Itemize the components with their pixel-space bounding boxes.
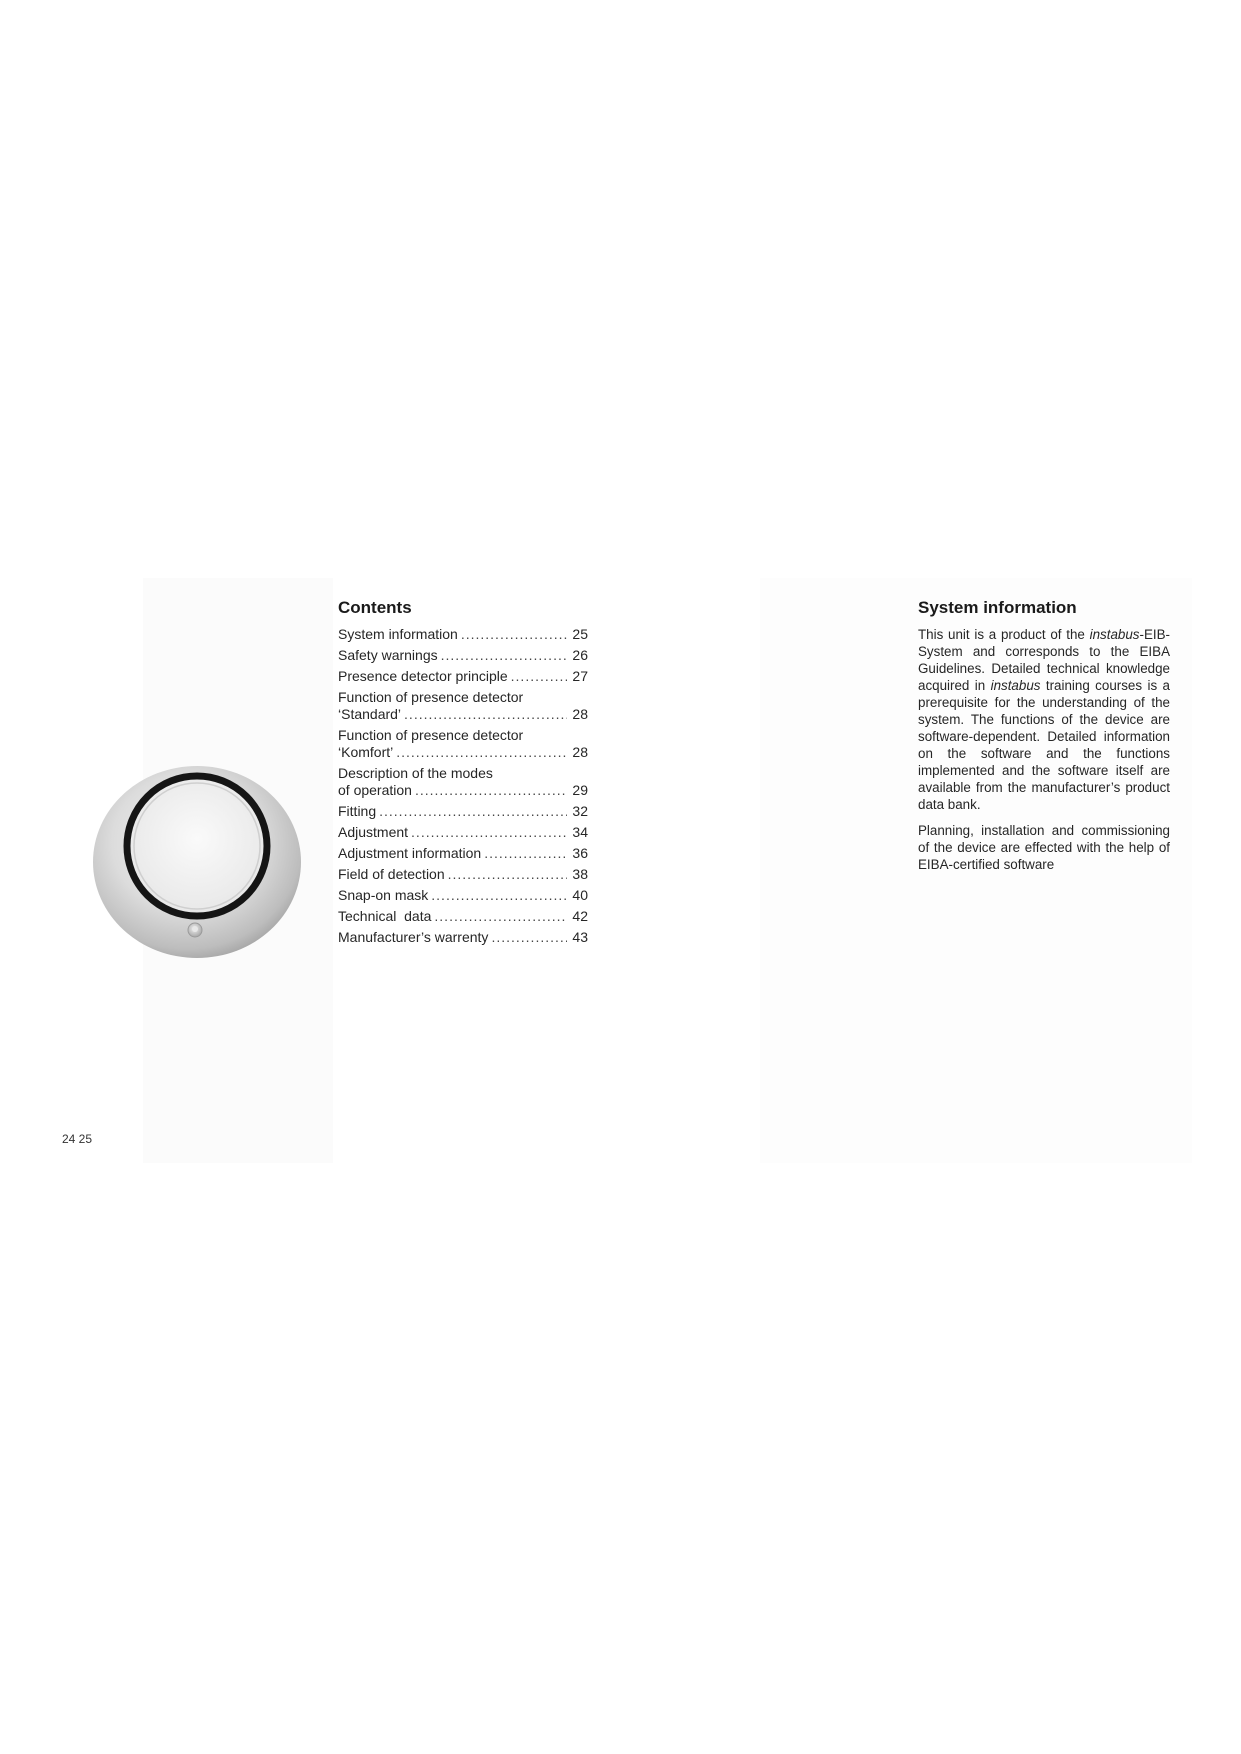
page-numbers: 24 25 (62, 1132, 93, 1146)
toc-entry-title: Adjustment information (338, 845, 482, 861)
table-of-contents (338, 597, 588, 950)
toc-leader-dots (441, 647, 567, 664)
presence-detector-image (92, 760, 302, 960)
toc-entry-page: 26 (572, 647, 588, 663)
toc-entry-field-of-detection[interactable] (338, 866, 588, 883)
paragraph-text: training courses is a prerequisite for the understanding of the system. The functions of the device are software-dependent. Detailed information on the software and the functions implemented and the software itself are available from the manufacturer’s product data bank. (918, 678, 1170, 812)
toc-entry-function-komfort[interactable] (338, 727, 588, 761)
toc-entry-title: Presence detector principle (338, 668, 508, 684)
toc-entry-title: of operation (338, 782, 412, 798)
toc-entry-snap-on-mask[interactable] (338, 887, 588, 904)
toc-entry-title: Adjustment (338, 824, 409, 840)
toc-entry-title: Manufacturer’s warrenty (338, 929, 489, 945)
instabus-italic: instabus (990, 678, 1041, 693)
toc-leader-dots (431, 887, 567, 904)
paragraph-text: -EIB-System and corresponds to the EIBA Guidelines. Detailed technical knowledge acquired in (918, 627, 1170, 693)
toc-leader-dots (415, 782, 567, 799)
toc-leader-dots (379, 803, 567, 820)
toc-leader-dots (491, 929, 567, 946)
toc-entry-adjustment[interactable] (338, 824, 588, 841)
toc-entry-page: 38 (572, 866, 588, 882)
toc-entry-page: 34 (572, 824, 588, 840)
toc-entry-page: 27 (572, 668, 588, 684)
toc-entry-page: 36 (572, 845, 588, 861)
toc-leader-dots (448, 866, 567, 883)
toc-entry-page: 40 (572, 887, 588, 903)
toc-entry-title: ‘Komfort’ (338, 744, 394, 760)
system-information-paragraph-2: Planning, installation and commissioning of the device are effected with the help of EIBA-certified software (918, 823, 1170, 872)
toc-entry-title: System information (338, 626, 458, 642)
toc-leader-dots (411, 824, 567, 841)
toc-entry-function-standard[interactable] (338, 689, 588, 723)
toc-entry-title: Field of detection (338, 866, 445, 882)
toc-entry-page: 25 (572, 626, 588, 642)
toc-entry-title: Fitting (338, 803, 377, 819)
toc-entry-title: Technical data (338, 908, 432, 924)
toc-leader-dots (434, 908, 567, 925)
toc-entry-safety-warnings[interactable] (338, 647, 588, 664)
toc-entry-title-line1: Description of the modes (338, 765, 493, 781)
toc-leader-dots (484, 845, 567, 862)
toc-leader-dots (511, 668, 567, 685)
instabus-italic: instabus (1089, 627, 1140, 642)
system-information-heading: System information (918, 598, 1077, 617)
contents-heading: Contents (338, 598, 412, 617)
toc-entry-title: Snap-on mask (338, 887, 429, 903)
system-information-paragraph-1 (918, 626, 1170, 813)
toc-entry-title: Safety warnings (338, 647, 438, 663)
toc-entry-page: 43 (572, 929, 588, 945)
toc-entry-modes-of-operation[interactable] (338, 765, 588, 799)
toc-entry-page: 28 (572, 706, 588, 722)
toc-entry-page: 29 (572, 782, 588, 798)
toc-list (338, 626, 588, 946)
toc-entry-system-information[interactable] (338, 626, 588, 643)
toc-leader-dots (461, 626, 567, 643)
system-information-section (918, 597, 1170, 882)
toc-entry-page: 32 (572, 803, 588, 819)
toc-entry-presence-detector-principle[interactable] (338, 668, 588, 685)
toc-entry-fitting[interactable] (338, 803, 588, 820)
toc-entry-page: 28 (572, 744, 588, 760)
paragraph-text: This unit is a product of the (918, 627, 1090, 642)
toc-entry-adjustment-information[interactable] (338, 845, 588, 862)
toc-leader-dots (404, 706, 567, 723)
toc-entry-technical-data[interactable] (338, 908, 588, 925)
toc-leader-dots (396, 744, 567, 761)
toc-entry-title-line1: Function of presence detector (338, 727, 524, 743)
toc-entry-title-line1: Function of presence detector (338, 689, 524, 705)
toc-entry-manufacturers-warrenty[interactable] (338, 929, 588, 946)
toc-entry-title: ‘Standard’ (338, 706, 402, 722)
toc-entry-page: 42 (572, 908, 588, 924)
